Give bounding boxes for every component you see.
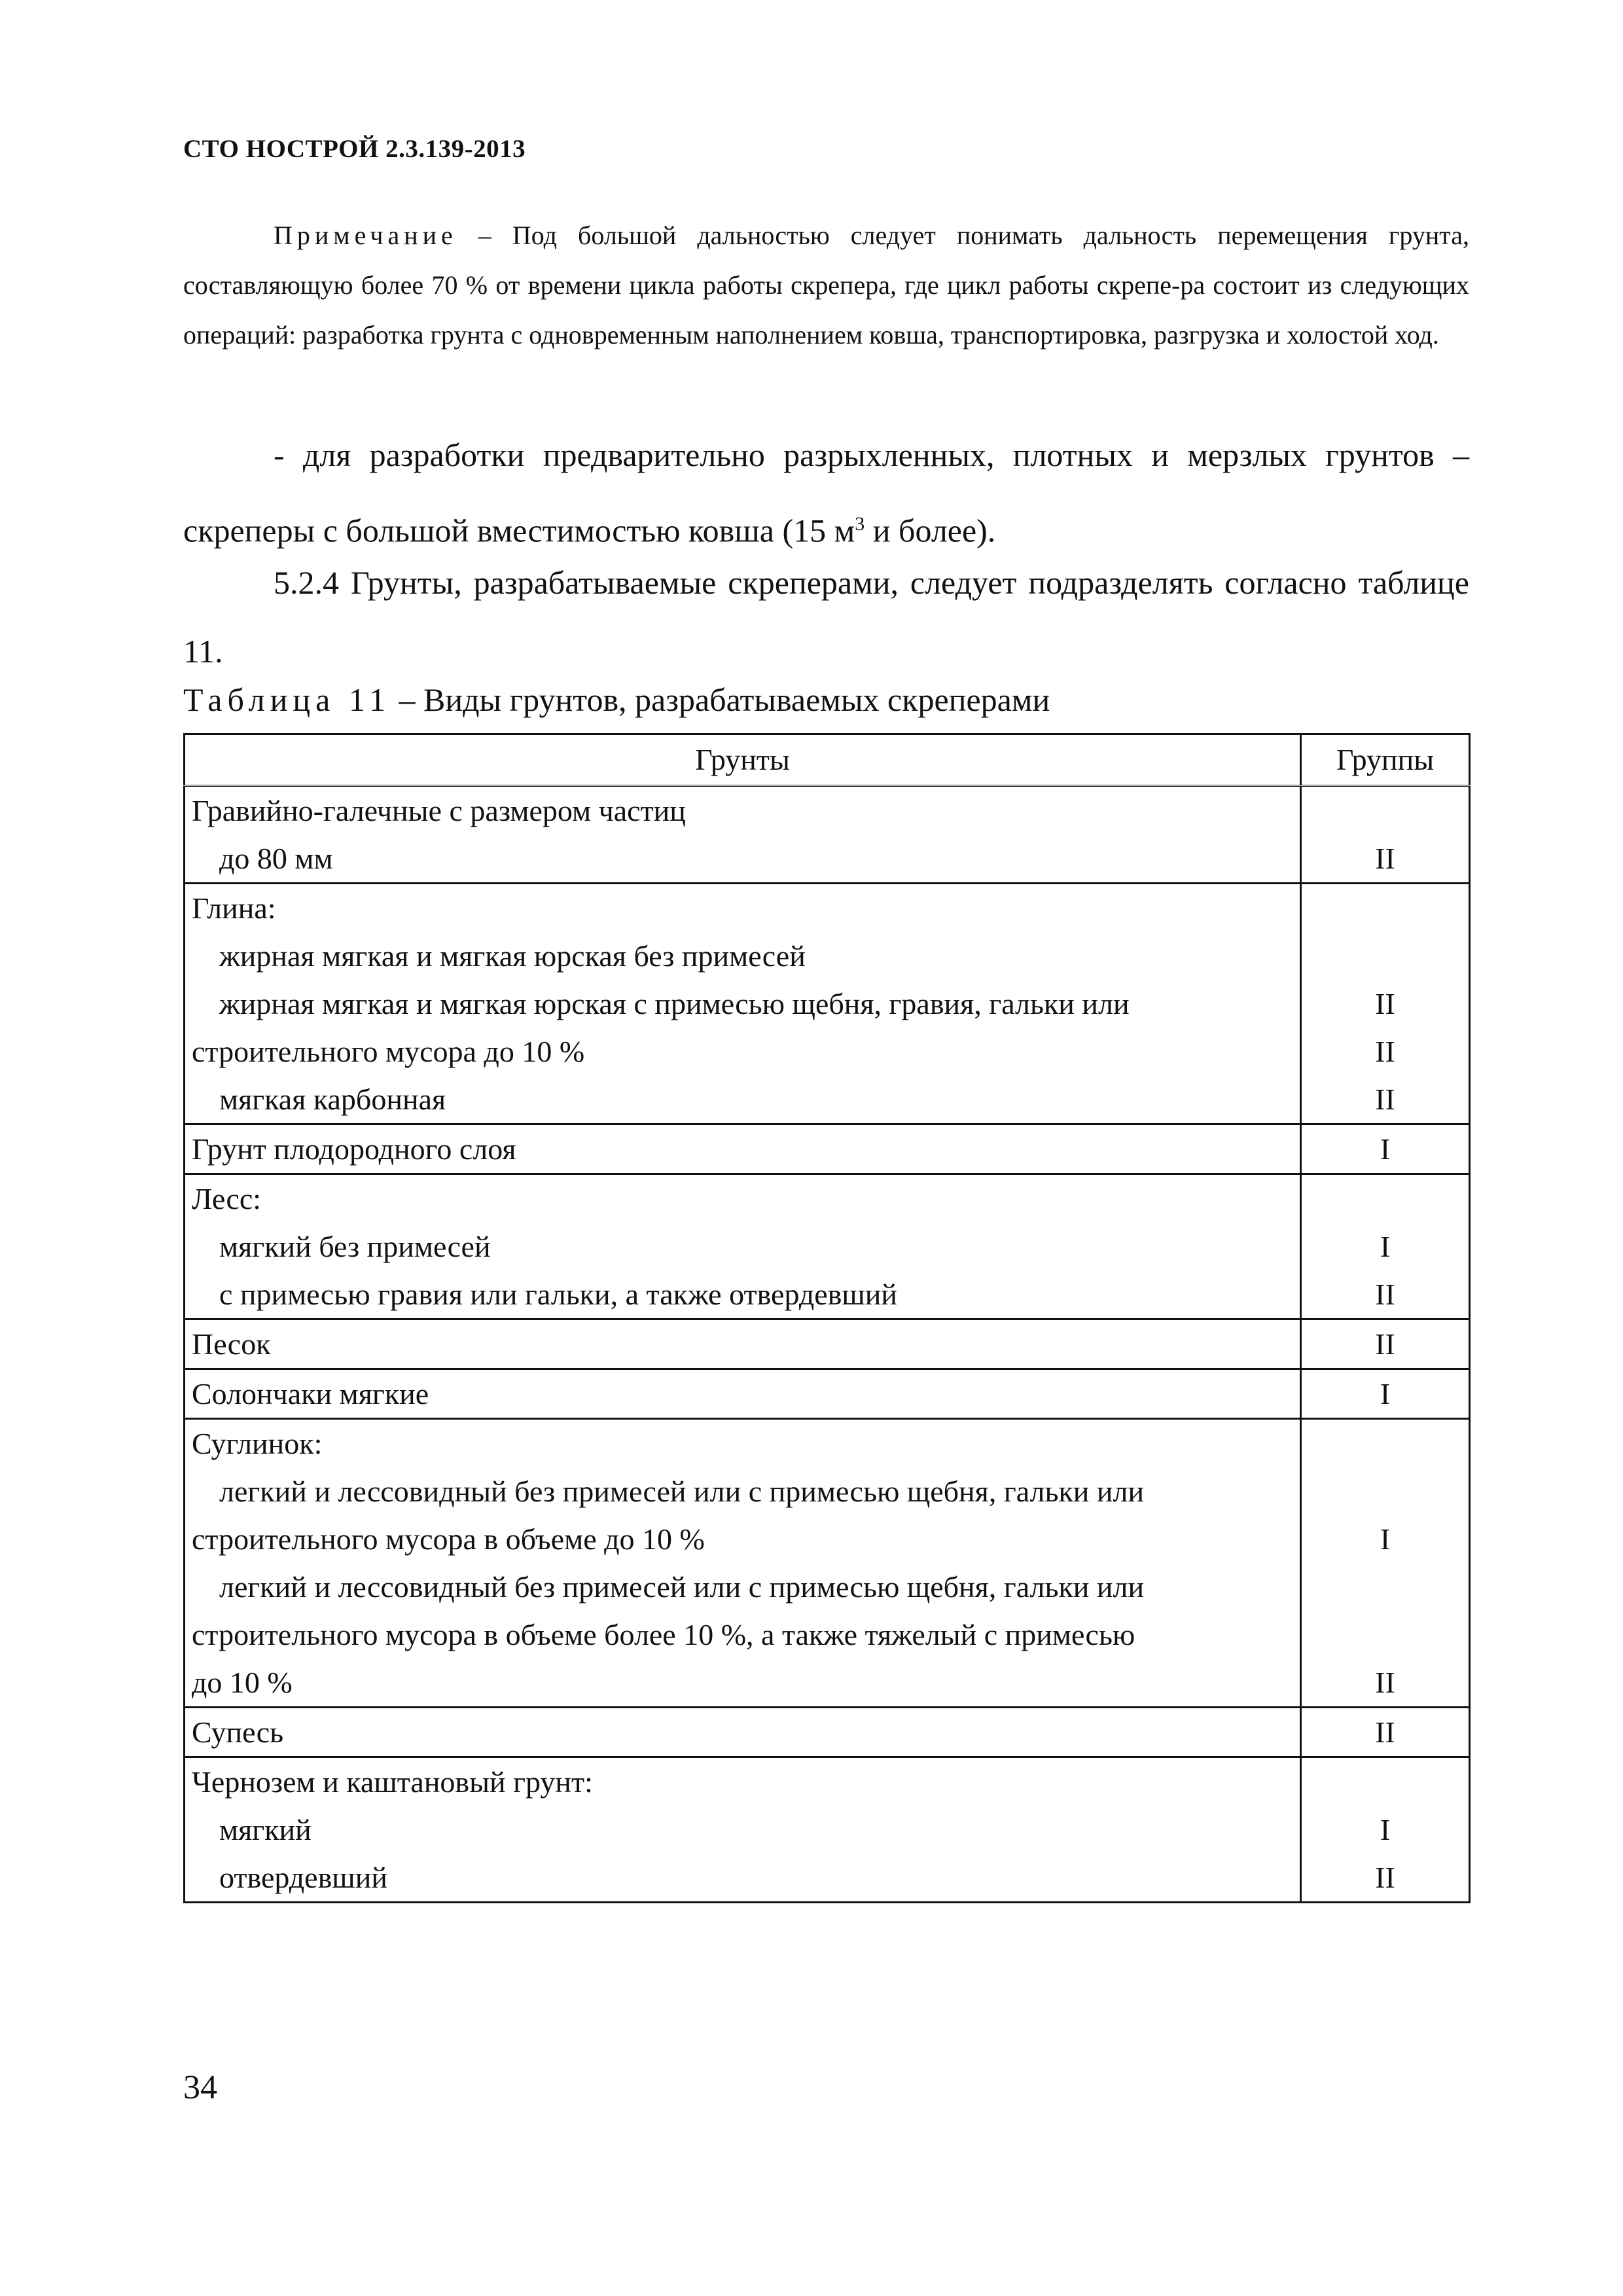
- soil-table: [183, 733, 1471, 1903]
- group-cell: [1301, 1757, 1470, 1903]
- group-value: II: [1375, 1861, 1395, 1894]
- soil-line: Гравийно-галечные с размером частиц: [192, 794, 686, 827]
- group-value: II: [1375, 1666, 1395, 1699]
- group-value: II: [1375, 1035, 1395, 1068]
- soil-line: Супесь: [192, 1715, 284, 1749]
- header-soils: Грунты: [185, 734, 1301, 786]
- group-value: [1302, 1611, 1469, 1659]
- group-value: I: [1380, 1813, 1391, 1846]
- group-value: I: [1380, 1377, 1391, 1410]
- table-row: [185, 1369, 1470, 1419]
- paragraph-scrapers: [183, 421, 1469, 565]
- group-value: II: [1375, 1278, 1395, 1311]
- soil-line: строительного мусора в объеме до 10 %: [192, 1522, 705, 1556]
- group-value: II: [1375, 987, 1395, 1020]
- paragraph-scrapers-tail: и более).: [865, 512, 996, 549]
- group-value: [1302, 1175, 1469, 1223]
- table-title-label: Таблица 11: [183, 681, 391, 718]
- table-title-text: – Виды грунтов, разрабатываемых скреперами: [391, 681, 1050, 718]
- table-body: [185, 786, 1470, 1903]
- soil-line: Лесс:: [192, 1182, 262, 1215]
- soil-cell: [185, 1369, 1301, 1419]
- soil-line: строительного мусора до 10 %: [192, 1035, 585, 1068]
- soil-line: жирная мягкая и мягкая юрская с примесью щебня, гравия, гальки или: [219, 987, 1130, 1020]
- note-block: [183, 211, 1469, 360]
- table-row: [185, 1708, 1470, 1757]
- soil-line: Солончаки мягкие: [192, 1377, 429, 1410]
- group-value: I: [1380, 1522, 1391, 1556]
- table-row: [185, 1419, 1470, 1708]
- soil-line: до 10 %: [192, 1666, 293, 1699]
- group-value: [1302, 932, 1469, 980]
- soil-line: мягкий без примесей: [219, 1230, 491, 1263]
- note-label: Примечание: [274, 221, 457, 250]
- soil-line: мягкий: [219, 1813, 312, 1846]
- soil-line: Грунт плодородного слоя: [192, 1132, 516, 1166]
- soil-cell: [185, 884, 1301, 1124]
- group-value: II: [1375, 842, 1395, 875]
- soil-line: легкий и лессовидный без примесей или с примесью щебня, гальки или: [219, 1475, 1145, 1508]
- table-header-row: [185, 734, 1470, 786]
- table-row: [185, 1124, 1470, 1174]
- soil-line: Чернозем и каштановый грунт:: [192, 1765, 593, 1799]
- soil-line: жирная мягкая и мягкая юрская без примесей: [219, 939, 806, 973]
- soil-line: Суглинок:: [192, 1427, 323, 1460]
- soil-line: Глина:: [192, 891, 276, 925]
- note-text: – Под большой дальностью следует понимать дальность перемещения грунта, составляющую более 70 % от времени цикла работы скрепера, где цикл работы скрепе-ра состоит из следующих операций: разработка грунта с одновременным наполнением ковша, транспортировка, разгрузка и холостой ход.: [183, 221, 1469, 350]
- soil-line: отвердевший: [219, 1861, 387, 1894]
- table-row: [185, 1757, 1470, 1903]
- soil-cell: [185, 1757, 1301, 1903]
- paragraph-5-2-4: 5.2.4 Грунты, разрабатываемые скреперами, следует подразделять согласно таблице 11.: [183, 564, 1469, 670]
- group-cell: [1301, 786, 1470, 884]
- group-value: [1302, 884, 1469, 932]
- soil-line: мягкая карбонная: [219, 1083, 446, 1116]
- group-value: [1302, 787, 1469, 834]
- group-value: I: [1380, 1132, 1391, 1166]
- group-value: II: [1375, 1083, 1395, 1116]
- group-value: II: [1375, 1327, 1395, 1361]
- group-cell: [1301, 1419, 1470, 1708]
- note-paragraph: [183, 211, 1469, 360]
- table-row: [185, 1174, 1470, 1319]
- soil-cell: [185, 1419, 1301, 1708]
- table-title: [183, 681, 1050, 719]
- superscript-3: 3: [855, 513, 865, 535]
- header-groups: Группы: [1301, 734, 1470, 786]
- group-cell: [1301, 1319, 1470, 1369]
- group-cell: [1301, 1174, 1470, 1319]
- table-row: [185, 1319, 1470, 1369]
- paragraph-scrapers-text: - для разработки предварительно разрыхленных, плотных и мерзлых грунтов – скреперы с большой вместимостью ковша (15 м: [183, 437, 1469, 549]
- group-value: II: [1375, 1715, 1395, 1749]
- group-value: [1302, 1420, 1469, 1467]
- soil-cell: [185, 1319, 1301, 1369]
- group-cell: [1301, 1708, 1470, 1757]
- soil-line: Песок: [192, 1327, 271, 1361]
- group-value: [1302, 1758, 1469, 1806]
- document-header: СТО НОСТРОЙ 2.3.139-2013: [183, 135, 526, 163]
- soil-cell: [185, 1124, 1301, 1174]
- soil-line: с примесью гравия или гальки, а также отвердевший: [219, 1278, 898, 1311]
- table-row: [185, 884, 1470, 1124]
- table-row: [185, 786, 1470, 884]
- page-number: 34: [183, 2069, 217, 2106]
- soil-line: строительного мусора в объеме более 10 %, а также тяжелый с примесью: [192, 1618, 1135, 1651]
- soil-line: легкий и лессовидный без примесей или с примесью щебня, гальки или: [219, 1570, 1145, 1604]
- group-value: [1302, 1563, 1469, 1611]
- soil-cell: [185, 1708, 1301, 1757]
- group-cell: [1301, 1124, 1470, 1174]
- group-value: I: [1380, 1230, 1391, 1263]
- group-cell: [1301, 884, 1470, 1124]
- soil-line: до 80 мм: [219, 842, 333, 875]
- soil-cell: [185, 1174, 1301, 1319]
- soil-cell: [185, 786, 1301, 884]
- group-cell: [1301, 1369, 1470, 1419]
- group-value: [1302, 1467, 1469, 1515]
